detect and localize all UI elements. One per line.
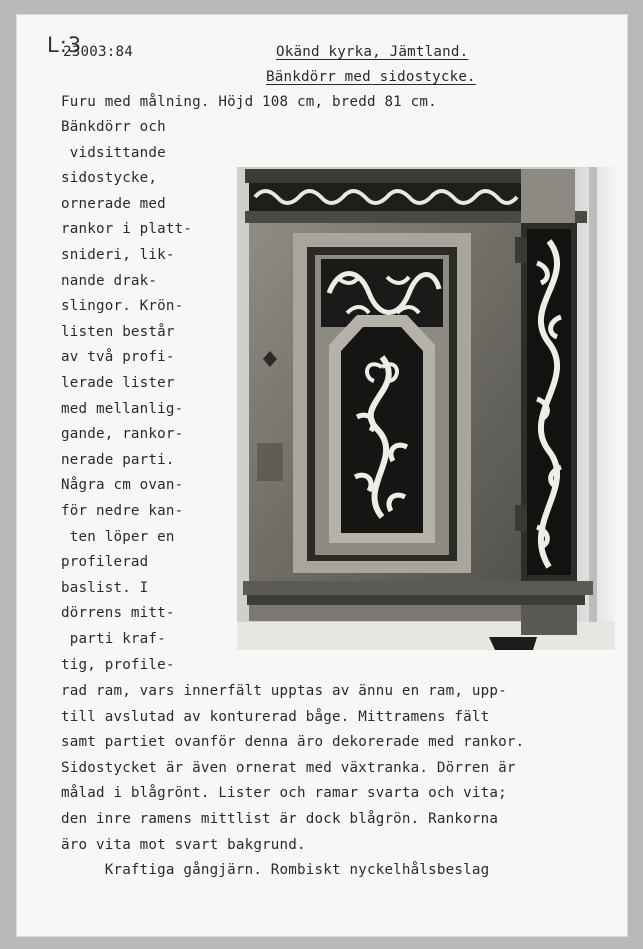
narrow-text-line: Några cm ovan- — [61, 477, 184, 494]
narrow-text-line: av två profi- — [61, 349, 175, 366]
narrow-text-line: för nedre kan- — [61, 503, 184, 519]
wide-text-line: målad i blågrönt. Lister och ramar svarta och vita; — [61, 785, 507, 802]
narrow-text-line: ten löper en — [61, 528, 175, 545]
narrow-text-line: Bänkdörr och — [61, 119, 166, 135]
narrow-text-line: profilerad — [61, 554, 149, 571]
narrow-text-line: dörrens mitt- — [61, 605, 175, 622]
narrow-text-line: slingor. Krön- — [61, 298, 184, 315]
card-title: Okänd kyrka, Jämtland. — [276, 44, 469, 60]
handwritten-mark: L:3 — [47, 33, 83, 57]
pew-door-photo — [237, 167, 615, 650]
wide-text-line: till avslutad av konturerad båge. Mittramens fält — [61, 708, 490, 725]
wide-text-line: rad ram, vars innerfält upptas av ännu en ram, upp- — [61, 683, 507, 699]
card-subtitle: Bänkdörr med sidostycke. — [266, 69, 476, 85]
narrow-text-line: listen består — [61, 323, 175, 340]
catalog-card — [17, 15, 627, 936]
narrow-text-line: ornerade med — [61, 195, 166, 212]
wide-text-line: den inre ramens mittlist är dock blågrön. Rankorna — [61, 811, 499, 827]
catalog-number: 23003:84 — [63, 44, 133, 60]
narrow-text-line: gande, rankor- — [61, 426, 184, 443]
narrow-text-line: nerade parti. — [61, 451, 175, 468]
narrow-text-line: sniderі, lik- — [61, 247, 175, 263]
narrow-text-line: med mellanlig- — [61, 400, 184, 417]
pew-door-image — [237, 167, 615, 650]
narrow-text-line: vidsittande — [61, 144, 166, 161]
narrow-text-line: sidostycke, — [61, 170, 158, 187]
wide-text-line: äro vita mot svart bakgrund. — [61, 836, 306, 853]
wide-text-line: Sidostycket är även ornerat med växtranka. Dörren är — [61, 759, 516, 776]
narrow-text-line: rankor i platt- — [61, 221, 193, 238]
wide-text-line: samt partiet ovanför denna äro dekorerade med rankor. — [61, 734, 525, 751]
narrow-text-line: baslist. I — [61, 579, 149, 596]
narrow-text-line: tig, profile- — [61, 656, 175, 673]
narrow-text-line: lerade lister — [61, 375, 175, 391]
narrow-text-line: parti kraf- — [61, 631, 166, 647]
narrow-text-line: nande drak- — [61, 272, 158, 289]
intro-line: Furu med målning. Höjd 108 cm, bredd 81 cm. — [61, 94, 437, 110]
wide-text-line: Kraftiga gångjärn. Rombiskt nyckelhålsbeslag — [61, 862, 490, 879]
